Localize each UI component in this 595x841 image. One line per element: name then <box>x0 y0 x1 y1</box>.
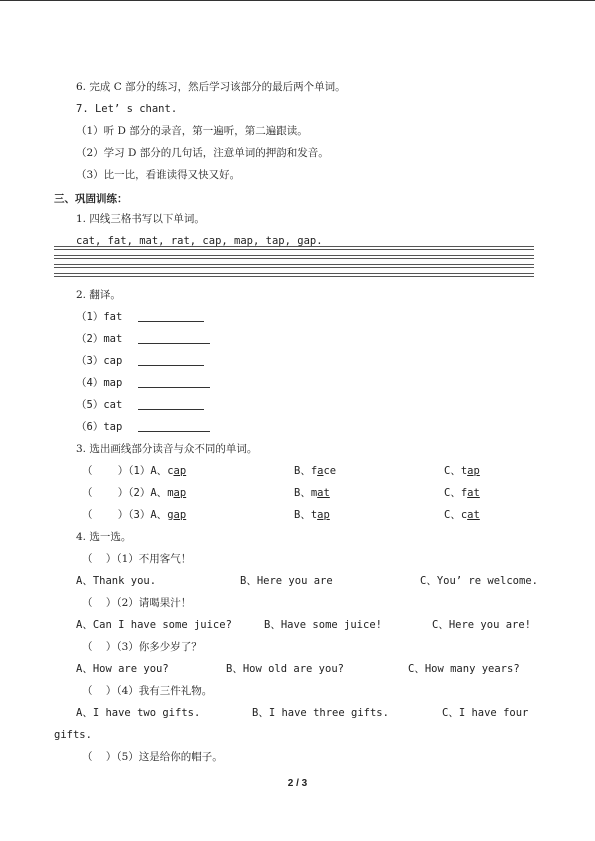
q4-2-option-c: C、Here you are! <box>432 619 532 631</box>
q3-row-2-question: （ ）（2）A、map <box>82 487 187 499</box>
q4-prompt-2: （ ）（2）请喝果汁！ <box>82 597 192 609</box>
step-6: 6. 完成 C 部分的练习，然后学习该部分的最后两个单词。 <box>76 81 346 93</box>
q4-4-option-b: B、I have three gifts. <box>252 707 389 719</box>
q3-row-1-option-b: B、face <box>294 465 337 477</box>
step-7-2: （2）学习 D 部分的几句话，注意单词的押韵和发音。 <box>76 147 329 159</box>
q4-1-option-c: C、You’ re welcome. <box>420 575 538 587</box>
section-title: 三、巩固训练： <box>54 193 128 205</box>
q3-title: 3. 选出画线部分读音与众不同的单词。 <box>76 443 258 455</box>
q3-row-3-option-c: C、cat <box>444 509 480 521</box>
answer-blank[interactable] <box>138 343 210 344</box>
q4-4-option-c: C、I have four <box>442 707 529 719</box>
q3-row-1-option-c: C、tap <box>444 465 480 477</box>
q3-row-2-option-c: C、fat <box>444 487 480 499</box>
q2-item-2: （2）mat <box>76 333 123 345</box>
q4-3-option-b: B、How old are you? <box>226 663 344 675</box>
q2-item-4: （4）map <box>76 377 123 389</box>
q1-words: cat, fat, mat, rat, cap, map, tap, gap. <box>76 235 323 247</box>
q4-prompt-3: （ ）（3）你多少岁了？ <box>82 641 202 653</box>
answer-blank[interactable] <box>138 409 204 410</box>
answer-blank[interactable] <box>138 387 210 388</box>
q4-1-option-a: A、Thank you. <box>76 575 157 587</box>
q4-title: 4. 选一选。 <box>76 531 132 543</box>
q4-2-option-a: A、Can I have some juice? <box>76 619 232 631</box>
writing-lines[interactable] <box>54 246 534 282</box>
q4-3-option-a: A、How are you? <box>76 663 169 675</box>
header-rule <box>0 0 595 1</box>
q3-row-2-option-b: B、mat <box>294 487 330 499</box>
q2-item-3: （3）cap <box>76 355 123 367</box>
q4-prompt-4: （ ）（4）我有三件礼物。 <box>82 685 213 697</box>
q4-4-option-a: A、I have two gifts. <box>76 707 201 719</box>
q3-row-3-question: （ ）（3）A、gap <box>82 509 187 521</box>
q2-item-1: （1）fat <box>76 311 123 323</box>
q4-3-option-c: C、How many years? <box>408 663 520 675</box>
q2-title: 2. 翻译。 <box>76 289 121 301</box>
q4-prompt-1: （ ）（1）不用客气！ <box>82 553 192 565</box>
answer-blank[interactable] <box>138 431 210 432</box>
step-7-3: （3）比一比，看谁读得又快又好。 <box>76 169 241 181</box>
q3-row-3-option-b: B、tap <box>294 509 330 521</box>
q1-title: 1. 四线三格书写以下单词。 <box>76 213 205 225</box>
q3-row-1-question: （ ）（1）A、cap <box>82 465 187 477</box>
q4-1-option-b: B、Here you are <box>240 575 333 587</box>
answer-blank[interactable] <box>138 321 204 322</box>
q4-2-option-b: B、Have some juice! <box>264 619 382 631</box>
step-7: 7. Let’ s chant. <box>76 103 178 115</box>
q4-4-option-c-wrap: gifts. <box>54 729 92 741</box>
q2-item-5: （5）cat <box>76 399 123 411</box>
q2-item-6: （6）tap <box>76 421 123 433</box>
step-7-1: （1）听 D 部分的录音，第一遍听，第二遍跟读。 <box>76 125 308 137</box>
answer-blank[interactable] <box>138 365 204 366</box>
page-number: 2 / 3 <box>287 778 308 789</box>
q4-prompt-5: （ ）（5）这是给你的帽子。 <box>82 751 223 763</box>
